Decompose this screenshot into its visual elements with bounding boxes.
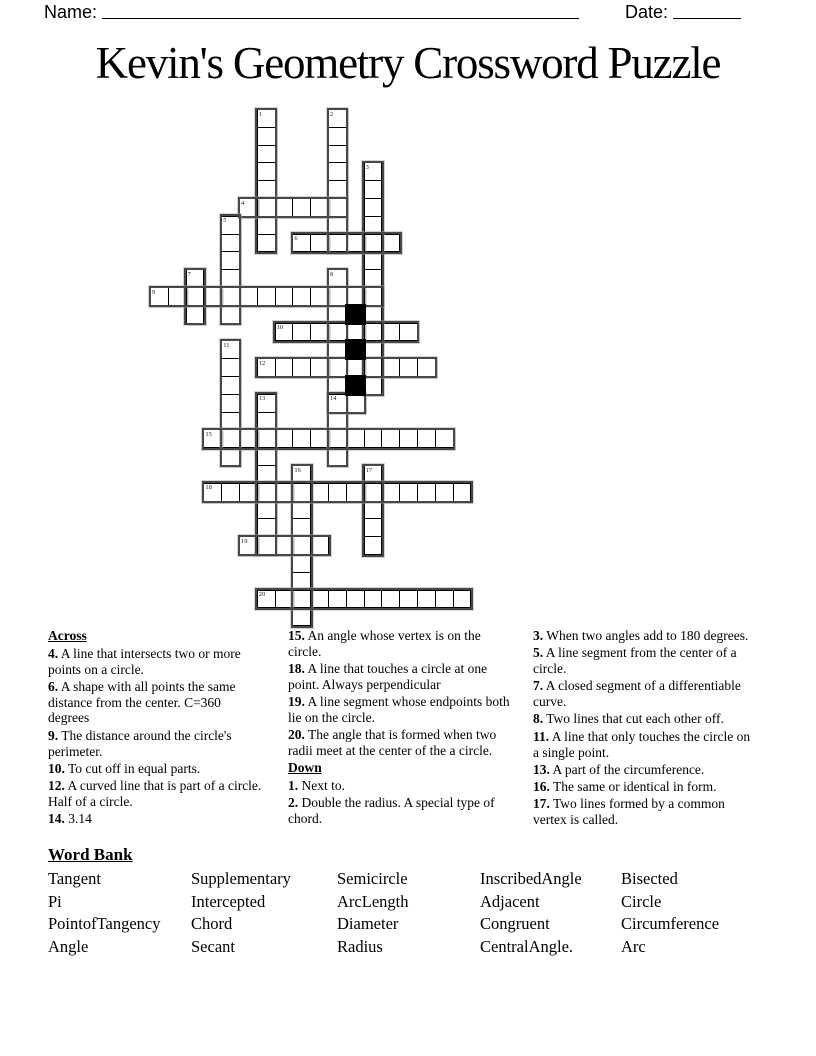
- crossword-cell[interactable]: [221, 412, 240, 431]
- crossword-cell[interactable]: [221, 251, 240, 270]
- cell-number: 2: [330, 110, 334, 118]
- clue-number: 12.: [48, 778, 65, 794]
- clue-item: 11. A line that only touches the circle on a single point.: [533, 728, 751, 760]
- word-bank-item: Circumference: [621, 914, 720, 934]
- word-bank-item: Congruent: [480, 914, 550, 934]
- crossword-cell[interactable]: [221, 269, 240, 288]
- cell-number: 11: [223, 341, 230, 349]
- crossword-cell[interactable]: [257, 483, 276, 502]
- crossword-cell[interactable]: [292, 287, 311, 306]
- crossword-cell[interactable]: [168, 287, 187, 306]
- crossword-cell[interactable]: [364, 590, 383, 609]
- word-bank-header: Word Bank: [48, 845, 133, 864]
- crossword-cell[interactable]: [310, 429, 329, 448]
- word-bank-item: Angle: [48, 936, 89, 956]
- crossword-cell[interactable]: [417, 590, 436, 609]
- crossword-cell[interactable]: [186, 305, 205, 324]
- crossword-cell[interactable]: [221, 483, 240, 502]
- word-bank-rows: [48, 868, 788, 958]
- word-bank-item: Adjacent: [480, 891, 540, 911]
- crossword-cell[interactable]: [221, 234, 240, 253]
- clue-item: 14. 3.14: [48, 811, 92, 827]
- crossword-cell[interactable]: [239, 287, 258, 306]
- crossword-cell[interactable]: [221, 447, 240, 466]
- crossword-cell[interactable]: [364, 198, 383, 217]
- cell-number: 6: [294, 235, 298, 243]
- clue-number: 19.: [288, 694, 305, 710]
- word-bank-item: PointofTangency: [48, 914, 161, 934]
- crossword-cell[interactable]: [381, 429, 400, 448]
- crossword-cell[interactable]: [257, 465, 276, 484]
- clue-item: 1. Next to.: [288, 778, 345, 794]
- word-bank-item: ArcLength: [337, 891, 409, 911]
- crossword-cell[interactable]: [275, 536, 294, 555]
- clue-header-across: Across: [48, 628, 87, 643]
- crossword-cell[interactable]: [257, 429, 276, 448]
- crossword-cell[interactable]: [310, 287, 329, 306]
- word-bank-row: [48, 936, 788, 959]
- word-bank-item: Radius: [337, 936, 383, 956]
- crossword-cell[interactable]: [257, 412, 276, 431]
- crossword-cell[interactable]: [239, 429, 258, 448]
- crossword-cell[interactable]: [292, 483, 311, 502]
- crossword-cell[interactable]: [292, 554, 311, 573]
- word-bank-item: Semicircle: [337, 869, 408, 888]
- crossword-cell[interactable]: [257, 216, 276, 235]
- clue-number: 7.: [533, 678, 544, 694]
- clue-item: 10. To cut off in equal parts.: [48, 760, 201, 776]
- word-bank-section: [48, 845, 788, 958]
- clue-number: 8.: [533, 711, 544, 727]
- crossword-cell[interactable]: [364, 536, 383, 555]
- crossword-cell[interactable]: [257, 198, 276, 217]
- crossword-cell[interactable]: [275, 287, 294, 306]
- crossword-cell[interactable]: [364, 287, 383, 306]
- cell-number: 10: [276, 324, 284, 332]
- crossword-cell[interactable]: [346, 483, 365, 502]
- crossword-cell[interactable]: [364, 483, 383, 502]
- word-bank-item: Tangent: [48, 869, 101, 888]
- crossword-cell[interactable]: [328, 447, 347, 466]
- crossword-cell[interactable]: [399, 323, 418, 342]
- page-title: Kevin's Geometry Crossword Puzzle: [95, 38, 721, 88]
- crossword-cell[interactable]: [328, 180, 347, 199]
- clue-column: [533, 628, 752, 830]
- crossword-cell[interactable]: [328, 198, 347, 217]
- crossword-cell[interactable]: [257, 127, 276, 146]
- clue-item: 9. The distance around the circle's perimeter.: [48, 727, 232, 759]
- crossword-cell[interactable]: [399, 483, 418, 502]
- cell-number: 9: [152, 288, 156, 296]
- word-bank-item: Secant: [191, 936, 235, 956]
- crossword-cell[interactable]: [275, 358, 294, 377]
- crossword-cell[interactable]: [364, 358, 383, 377]
- crossword-cell[interactable]: [292, 358, 311, 377]
- crossword-cell[interactable]: [364, 180, 383, 199]
- crossword-cell[interactable]: [399, 358, 418, 377]
- cell-number: 3: [365, 163, 369, 171]
- crossword-cell[interactable]: [257, 162, 276, 181]
- crossword-cell[interactable]: [275, 429, 294, 448]
- crossword-cell[interactable]: [221, 287, 240, 306]
- crossword-cell[interactable]: [186, 287, 205, 306]
- clue-number: 1.: [288, 778, 299, 794]
- crossword-cell[interactable]: [310, 358, 329, 377]
- crossword-cell[interactable]: [221, 394, 240, 413]
- crossword-cell[interactable]: [435, 590, 454, 609]
- cell-number: 14: [330, 395, 337, 403]
- cell-number: 5: [223, 217, 227, 225]
- crossword-cell[interactable]: [364, 340, 383, 359]
- crossword-cell[interactable]: [239, 483, 258, 502]
- crossword-cell[interactable]: [346, 429, 365, 448]
- clue-number: 15.: [288, 628, 305, 643]
- crossword-cell[interactable]: [417, 358, 436, 377]
- word-bank-row: [48, 913, 788, 936]
- clue-number: 17.: [533, 796, 550, 812]
- crossword-cell[interactable]: [417, 429, 436, 448]
- crossword-cell[interactable]: [346, 394, 365, 413]
- clue-column: [288, 628, 511, 829]
- crossword-cell[interactable]: [310, 234, 329, 253]
- word-bank-item: Pi: [48, 891, 62, 911]
- crossword-cell[interactable]: [292, 536, 311, 555]
- clue-number: 5.: [533, 645, 544, 661]
- cell-number: 4: [241, 199, 245, 207]
- crossword-cell[interactable]: [328, 162, 347, 181]
- clue-number: 4.: [48, 645, 59, 661]
- crossword-cell[interactable]: [203, 287, 222, 306]
- clue-number: 13.: [533, 761, 550, 777]
- crossword-cell[interactable]: [292, 429, 311, 448]
- word-bank-item: Bisected: [621, 869, 678, 888]
- crossword-cell[interactable]: [292, 590, 311, 609]
- crossword-cell[interactable]: [364, 216, 383, 235]
- word-bank-row: [48, 868, 788, 891]
- crossword-cell[interactable]: [364, 234, 383, 253]
- crossword-cell[interactable]: [275, 198, 294, 217]
- crossword-cell[interactable]: [257, 536, 276, 555]
- clue-item: 6. A shape with all points the same distance from the center. C=360 degrees: [48, 678, 236, 726]
- crossword-cell[interactable]: [257, 180, 276, 199]
- word-bank-item: InscribedAngle: [480, 869, 582, 888]
- word-bank-item: CentralAngle.: [480, 936, 574, 956]
- crossword-cell[interactable]: [292, 572, 311, 591]
- cell-number: 8: [330, 270, 334, 278]
- cell-number: 7: [187, 270, 191, 278]
- clue-item: 2. Double the radius. A special type of chord.: [288, 795, 495, 827]
- word-bank-item: Chord: [191, 914, 233, 934]
- crossword-cell[interactable]: [275, 590, 294, 609]
- cell-number: 16: [294, 466, 301, 474]
- crossword-cell[interactable]: [364, 269, 383, 288]
- clue-number: 6.: [48, 678, 59, 694]
- clue-number: 3.: [533, 628, 544, 643]
- crossword-cell[interactable]: [310, 323, 329, 342]
- crossword-cell[interactable]: [328, 412, 347, 431]
- word-bank-item: Diameter: [337, 914, 399, 934]
- crossword-cell[interactable]: [328, 429, 347, 448]
- clue-number: 9.: [48, 727, 59, 743]
- clue-item: 19. A line segment whose endpoints both lie on the circle.: [288, 694, 510, 725]
- crossword-cell[interactable]: [381, 590, 400, 609]
- crossword-cell[interactable]: [453, 483, 472, 502]
- crossword-cell[interactable]: [257, 501, 276, 520]
- word-bank-item: Arc: [621, 936, 646, 956]
- cell-number: 12: [258, 359, 266, 367]
- crossword-cell[interactable]: [328, 145, 347, 164]
- cell-number: 17: [365, 466, 373, 474]
- crossword-cell[interactable]: [310, 198, 329, 217]
- date-label: Date:: [625, 2, 669, 22]
- crossword-cell[interactable]: [364, 376, 383, 395]
- clue-item: 20. The angle that is formed when two radii meet at the center of the a circle.: [288, 727, 497, 759]
- crossword-cell[interactable]: [310, 483, 329, 502]
- crossword-cell[interactable]: [221, 376, 240, 395]
- clue-number: 14.: [48, 811, 65, 827]
- clue-item: 4. A line that intersects two or more points on a circle.: [48, 645, 241, 677]
- cell-number: 20: [258, 591, 266, 599]
- clue-number: 11.: [533, 728, 550, 744]
- clue-item: 12. A curved line that is part of a circle. Half of a circle.: [48, 778, 262, 809]
- clue-number: 10.: [48, 760, 65, 776]
- cell-number: 15: [205, 430, 212, 438]
- clue-number: 16.: [533, 779, 550, 795]
- crossword-cell[interactable]: [292, 323, 311, 342]
- crossword-cell[interactable]: [381, 483, 400, 502]
- crossword-cell[interactable]: [346, 590, 365, 609]
- clue-item: 8. Two lines that cut each other off.: [533, 711, 724, 727]
- black-cell: [345, 304, 366, 325]
- clue-number: 18.: [288, 661, 305, 677]
- crossword-cell[interactable]: [328, 483, 347, 502]
- cell-number: 18: [205, 484, 212, 492]
- black-cell: [345, 375, 366, 396]
- clue-item: 17. Two lines formed by a common vertex is called.: [533, 796, 725, 828]
- cell-number: 19: [241, 537, 248, 545]
- clue-item: 15. An angle whose vertex is on the circle.: [288, 628, 481, 659]
- crossword-cell[interactable]: [364, 251, 383, 270]
- crossword-cell[interactable]: [435, 483, 454, 502]
- crossword-cell[interactable]: [346, 234, 365, 253]
- cell-number: 1: [258, 110, 263, 118]
- crossword-cell[interactable]: [221, 305, 240, 324]
- crossword-cell[interactable]: [381, 323, 400, 342]
- crossword-cell[interactable]: [221, 358, 240, 377]
- crossword-cell[interactable]: [292, 198, 311, 217]
- crossword-cell[interactable]: [310, 536, 329, 555]
- clue-header-down: Down: [288, 760, 322, 776]
- crossword-cell[interactable]: [364, 501, 383, 520]
- crossword-cell[interactable]: [221, 429, 240, 448]
- crossword-cell[interactable]: [257, 234, 276, 253]
- crossword-cell[interactable]: [257, 287, 276, 306]
- word-bank-row: [48, 891, 788, 914]
- crossword-cell[interactable]: [399, 590, 418, 609]
- crossword-cell[interactable]: [292, 518, 311, 537]
- crossword-cell[interactable]: [310, 590, 329, 609]
- word-bank-item: Supplementary: [191, 869, 291, 888]
- clue-item: 18. A line that touches a circle at one point. Always perpendicular: [288, 661, 488, 692]
- crossword-cell[interactable]: [364, 429, 383, 448]
- clue-column: [48, 628, 264, 829]
- crossword-cell[interactable]: [292, 501, 311, 520]
- black-cell: [345, 339, 366, 360]
- crossword-cell[interactable]: [435, 429, 454, 448]
- crossword-cell[interactable]: [417, 483, 436, 502]
- clue-number: 20.: [288, 727, 305, 743]
- crossword-cell[interactable]: [381, 358, 400, 377]
- word-bank-item: Circle: [621, 891, 662, 911]
- crossword-cell[interactable]: [257, 447, 276, 466]
- crossword-cell[interactable]: [275, 483, 294, 502]
- crossword-cell[interactable]: [328, 590, 347, 609]
- clue-item: 7. A closed segment of a differentiable curve.: [533, 678, 741, 710]
- cell-number: 13: [258, 395, 266, 403]
- crossword-cell[interactable]: [399, 429, 418, 448]
- clue-item: 5. A line segment from the center of a circle.: [533, 645, 737, 677]
- crossword-cell[interactable]: [328, 216, 347, 235]
- crossword-cell[interactable]: [328, 234, 347, 253]
- crossword-cell[interactable]: [364, 518, 383, 537]
- crossword-cell[interactable]: [453, 590, 472, 609]
- crossword-cell[interactable]: [292, 607, 311, 626]
- clue-item: 13. A part of the circumference.: [533, 761, 705, 777]
- crossword-cell[interactable]: [328, 127, 347, 146]
- name-label: Name:: [44, 2, 98, 22]
- crossword-cell[interactable]: [257, 518, 276, 537]
- clue-number: 2.: [288, 795, 299, 811]
- crossword-cell[interactable]: [257, 145, 276, 164]
- clue-item: 16. The same or identical in form.: [533, 779, 717, 795]
- crossword-cell[interactable]: [381, 234, 400, 253]
- crossword-cell[interactable]: [364, 305, 383, 324]
- word-bank-item: Intercepted: [191, 891, 266, 911]
- clue-item: 3. When two angles add to 180 degrees.: [533, 628, 749, 643]
- crossword-cell[interactable]: [364, 323, 383, 342]
